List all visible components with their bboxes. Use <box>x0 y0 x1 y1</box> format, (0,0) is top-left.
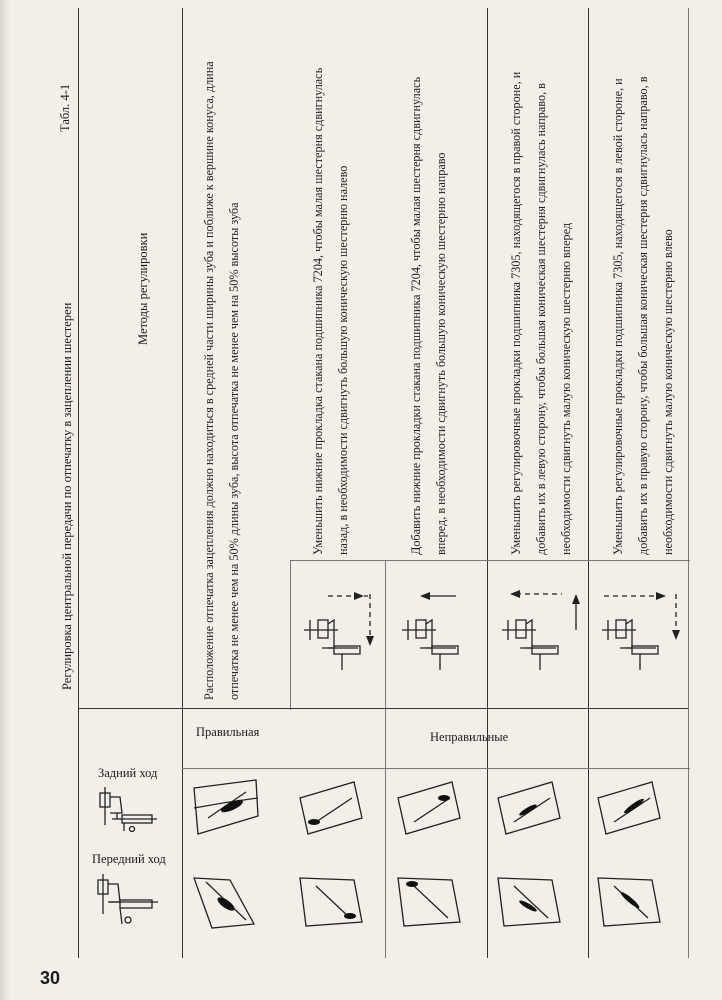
methods-header: Методы регулировки <box>136 232 150 345</box>
row-2-line-2: вперед, в необходимости сдвигнуть большую коническую шестерню направо <box>434 152 448 555</box>
shift-diagram-row-4 <box>596 590 686 676</box>
incorrect-contact-front-3 <box>494 872 574 932</box>
table-reference: Табл. 4-1 <box>58 83 72 132</box>
rear-travel-label: Задний ход <box>98 766 158 780</box>
correct-header: Правильная <box>196 725 260 739</box>
incorrect-contact-rear-1 <box>296 778 376 838</box>
correct-contact-front-drawing <box>186 872 266 932</box>
incorrect-contact-front-4 <box>594 872 674 932</box>
row-2-line-1: Добавить нижние прокладки стакана подшипника 7204, чтобы малая шестерня сдвигнулась <box>409 76 423 555</box>
correct-contact-rear-drawing <box>186 778 266 838</box>
table-title: Регулировка центральной передачи по отпечатку в зацеплении шестерен <box>60 302 74 690</box>
incorrect-contact-front-2 <box>394 872 474 932</box>
row-4-line-2: добавить их в правую сторону, чтобы большая коническая шестерня сдвигнулась направо, в <box>636 76 650 555</box>
row-1-line-1: Уменьшить нижние прокладка стакана подшипника 7204, чтобы малая шестерня сдвигнулась <box>311 67 325 555</box>
row-3-line-2: добавить их в левую сторону, чтобы большая коническая шестерня сдвигнулась направо, в <box>534 83 548 555</box>
incorrect-contact-rear-4 <box>594 778 674 838</box>
front-travel-label: Передний ход <box>92 852 166 866</box>
front-travel-schematic <box>88 872 168 932</box>
shift-diagram-row-2 <box>396 590 476 676</box>
row-3-line-1: Уменьшить регулировочные прокладки подшипника 7305, находящегося в правой стороне, и <box>509 71 523 555</box>
rear-travel-schematic <box>92 785 162 835</box>
incorrect-contact-front-1 <box>296 872 376 932</box>
page-binding-shadow <box>0 0 10 1000</box>
row-4-line-3: необходимости сдвигнуть малую коническую шестерню влево <box>661 229 675 555</box>
shift-diagram-row-1 <box>298 590 378 676</box>
incorrect-contact-rear-2 <box>394 778 474 838</box>
row-correct-line-1: Расположение отпечатка зацепления должно находиться в средней части ширины зуба и поближе к вершине конуса, длина <box>202 61 216 700</box>
page-number: 30 <box>40 968 61 988</box>
row-4-line-1: Уменьшить регулировочные прокладки подшипника 7305, находящегося в левой стороне, и <box>611 78 625 555</box>
incorrect-header: Неправильные <box>430 730 509 744</box>
shift-diagram-row-3 <box>496 590 586 676</box>
row-1-line-2: назад, в необходимости сдвигнуть большую коническую шестерню налево <box>336 165 350 555</box>
row-3-line-3: необходимости сдвигнуть малую коническую шестерню вперед <box>559 222 573 555</box>
row-correct-line-2: отпечатка не менее чем на 50% длины зуба, высота отпечатка не менее чем на 50% высоты зуба <box>227 202 241 700</box>
incorrect-contact-rear-3 <box>494 778 574 838</box>
